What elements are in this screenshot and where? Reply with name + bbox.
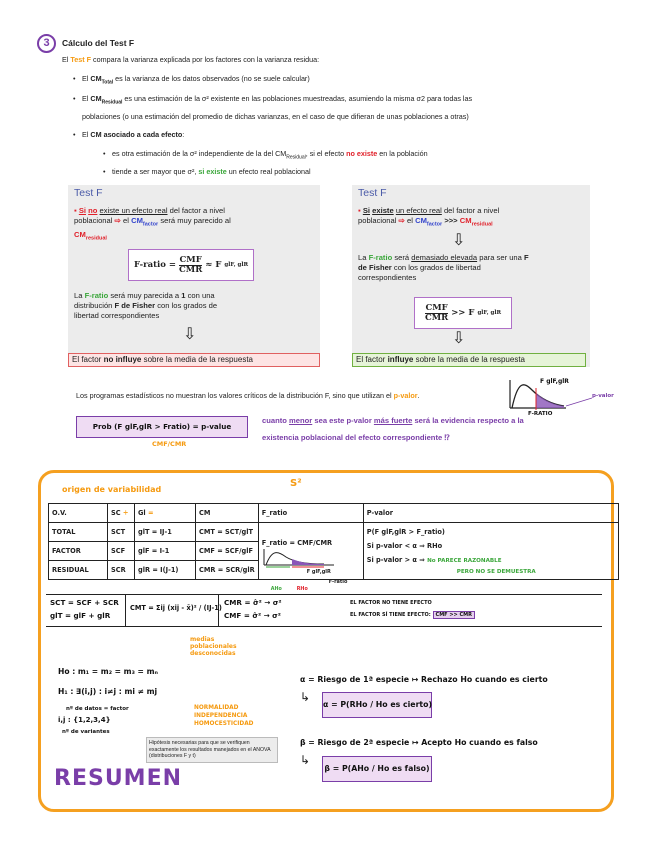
pval-reject: Si p-valor < α ⇒ RHo (366, 542, 443, 550)
plot-side-label: p-valor (592, 393, 614, 399)
header-pvalor: P-valor (363, 504, 618, 523)
row-factor-cm: CMF = SCF/glF (196, 542, 259, 561)
plot-bottom-label: F-RATIO (528, 411, 553, 417)
note-no-effect: EL FACTOR NO TIENE EFECTO (350, 600, 432, 606)
header-gl: Gl = (135, 504, 196, 523)
f-ratio-formula: F-ratio = CMF CMR ≈ F glF, glR (128, 249, 254, 281)
down-arrow-icon: ⇩ (183, 326, 197, 343)
return-arrow-icon: ↳ (300, 690, 311, 704)
row-residual-sc: SCR (108, 561, 135, 580)
ndatos-note: nº de datos = factor (66, 706, 129, 712)
pvalue-evidence-note: cuanto menor sea este p-valor más fuerte será la evidencia respecto a la existencia poblacional del efecto correspondiente ⁉ (262, 416, 524, 442)
row-total-ov: TOTAL (49, 523, 108, 542)
effect-text: ▪ Si existe un efecto real del factor a nivel poblacional ⇨ el $CM_{factor}$ >>> $CM_{residual}$ (358, 206, 500, 228)
anova-table (48, 503, 619, 592)
cmf-estimate: CMF = σ̂² → σ² (224, 611, 281, 620)
row-residual-gl: glR = I(J-1) (135, 561, 196, 580)
fratio-formula: F_ratio = CMF/CMR (261, 539, 333, 547)
header-ov: O.V. (49, 504, 108, 523)
sub-bullet-1: • es otra estimación de la σ² independiente de la del $CM_{Residual}$, si el efecto no existe en la población (112, 149, 428, 160)
section-title: Cálculo del Test F (62, 38, 135, 48)
pval-accept: Si p-valor > α ⇒ No PARECE RAZONABLE (366, 556, 502, 564)
pvalor-cell (363, 523, 618, 580)
plot-aho: AHo (270, 587, 282, 592)
plot-f-label: F glF,glR (306, 569, 331, 575)
divider (46, 594, 602, 595)
test-f-box-no-effect (68, 185, 320, 367)
beta-formula: β = P(AHo / Ho es falso) (322, 756, 432, 782)
note-effect: EL FACTOR SÍ TIENE EFECTO: CMF >> CMR (350, 612, 475, 618)
h0-hypothesis: Ho : m₁ = m₂ = m₃ = mₙ (58, 667, 158, 676)
divider-v1 (125, 594, 126, 626)
cmr-estimate: CMR = σ̂² → σ² (224, 598, 282, 607)
pvalue-intro: Los programas estadísticos no muestran los valores críticos de la distribución F, sino que utilizan el p-valor. (76, 391, 420, 400)
fratio-distribution-plot (262, 547, 354, 569)
ij-set: i,j : {1,2,3,4} (58, 716, 111, 724)
f-ratio-near-one-text: La F-ratio será muy parecida a 1 con una distribución F de Fisher con los grados de libertad correspondientes (74, 291, 218, 320)
row-total-cm: CMT = SCT/glT (196, 523, 259, 542)
f-ratio-high-text: La F-ratio será demasiado elevada para ser una F de Fisher con los grados de libertad correspondientes (358, 253, 529, 282)
row-total-gl: glT = IJ-1 (135, 523, 196, 542)
nvariantes-note: nº de variantes (62, 729, 110, 735)
row-factor-gl: glF = I-1 (135, 542, 196, 561)
header-sc: SC ÷ (108, 504, 135, 523)
fratio-cell (258, 523, 363, 592)
box-title: Test F (74, 187, 103, 199)
glt-sum: glT = glF + glR (50, 611, 111, 620)
down-arrow-icon: ⇩ (452, 330, 466, 347)
hypotheses-note: Hipótesis necesarias para que se verifiquen exactamente los resultados manejados en el ANOVA (distribuciones F y t) (146, 737, 278, 763)
return-arrow-icon: ↳ (300, 753, 311, 767)
header-cm: CM (196, 504, 259, 523)
s2-label: S² (290, 478, 302, 489)
f-ratio-gt-formula: CMF CMR >> F glF, glR (414, 297, 512, 329)
plot-x-label: F-ratio (328, 579, 348, 585)
influence-footer: El factor influye sobre la media de la respuesta (352, 353, 586, 367)
no-influence-footer: El factor no influye sobre la media de la respuesta (68, 353, 320, 367)
pval-note: PERO NO SE DEMUESTRA (456, 569, 536, 575)
box-title: Test F (358, 187, 387, 199)
row-factor-sc: SCF (108, 542, 135, 561)
bullet-cm-total: • El $CM_{Total}$ es la varianza de los datos observados (no se suele calcular) (82, 74, 310, 85)
header-fratio: F_ratio (258, 504, 363, 523)
test-f-box-effect (352, 185, 590, 367)
prob-box-under: CMF/CMR (152, 440, 187, 448)
h1-hypothesis: H₁ : ∃(i,j) : i≠j : mi ≠ mj (58, 687, 158, 696)
bullet-cm-efecto: • El CM asociado a cada efecto: (82, 130, 184, 139)
no-effect-text: ▪ Si no existe un efecto real del factor a nivel poblacional ⇨ el $CM_{factor}$ será muy parecido al $CM_{residual}$ (74, 206, 231, 242)
section-number: 3 (37, 34, 56, 53)
bullet-cm-residual: • El $CM_{Residual}$ es una estimación de la σ² existente en las poblaciones muestreadas, asumiendo la misma σ2 para todas las (82, 94, 472, 105)
beta-risk: β = Riesgo de 2ª especie ↦ Acepto Ho cuando es falso (300, 738, 538, 747)
alpha-formula: α = P(RHo / Ho es cierto) (322, 692, 432, 718)
row-total-sc: SCT (108, 523, 135, 542)
row-residual-ov: RESIDUAL (49, 561, 108, 580)
sct-sum: SCT = SCF + SCR (50, 598, 119, 607)
anova-hypotheses: NORMALIDAD INDEPENDENCIA HOMOCESTICIDAD (194, 705, 254, 727)
intro-line: El Test F compara la varianza explicada por los factores con la varianza residua: (62, 55, 320, 64)
prob-pvalue-box: Prob (F glF,glR > Fratio) = p-value (76, 416, 248, 438)
resumen-title: RESUMEN (54, 766, 183, 791)
pval-prob: P(F glF,glR > F_ratio) (366, 528, 445, 536)
medias-note: medias poblacionales desconocidas (190, 636, 237, 657)
row-residual-cm: CMR = SCR/glR (196, 561, 259, 580)
origen-variabilidad: origen de variabilidad (62, 485, 162, 494)
alpha-risk: α = Riesgo de 1ª especie ↦ Rechazo Ho cuando es cierto (300, 675, 548, 684)
row-factor-ov: FACTOR (49, 542, 108, 561)
cmt-formula: CMT = Σij (xij - x̄)² / (IJ-1) (130, 604, 222, 612)
divider-bottom (46, 626, 602, 627)
bullet-cm-residual-cont: poblaciones (o una estimación del promedio de dichas varianzas, en el caso de que difieran de unas poblaciones a otras) (82, 112, 469, 121)
plot-top-label: F glF,glR (540, 378, 569, 385)
plot-rho: RHo (296, 587, 308, 592)
sub-bullet-2: • tiende a ser mayor que σ², si existe un efecto real poblacional (112, 167, 311, 176)
down-arrow-icon: ⇩ (452, 232, 466, 249)
